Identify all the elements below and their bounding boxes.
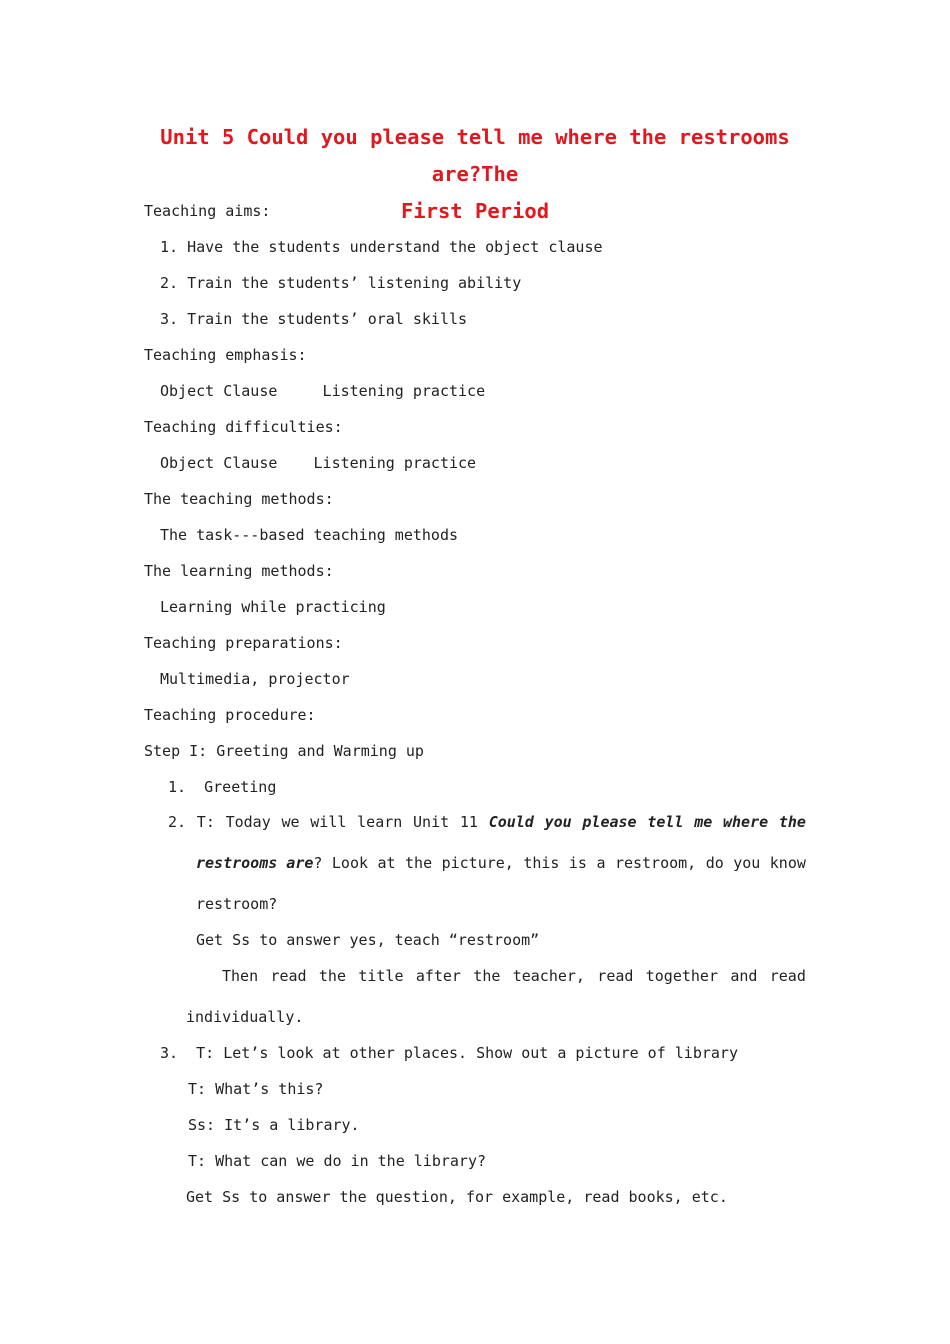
procedure-item-2-line-2 (196, 853, 806, 873)
word: read (769, 967, 806, 985)
procedure-item-2-line-5 (222, 966, 806, 986)
item-number: 2. (168, 813, 187, 831)
unit-title-word: please (582, 813, 637, 831)
word: at (377, 854, 396, 872)
word: Then (222, 967, 259, 985)
word: title (358, 967, 404, 985)
unit-title-word: Could (488, 813, 534, 831)
procedure-item-2-line-4: Get Ss to answer yes, teach “restroom” (196, 931, 540, 949)
word: 11 (459, 813, 478, 831)
unit-title-word: me (694, 813, 713, 831)
procedure-item-2-line-3: restroom? (196, 895, 278, 913)
word: Unit (413, 813, 450, 831)
difficulties-heading: Teaching difficulties: (144, 418, 343, 436)
word: we (281, 813, 300, 831)
word: a (596, 854, 606, 872)
word: the (473, 967, 501, 985)
word: Look (331, 854, 369, 872)
emphasis-text: Object Clause Listening practice (160, 382, 486, 400)
word: together (645, 967, 718, 985)
methods-heading: The teaching methods: (144, 490, 334, 508)
word: picture, (441, 854, 514, 872)
procedure-item-2-line-1 (168, 812, 806, 832)
word: will (310, 813, 347, 831)
title-line-1: Unit 5 Could you please tell me where the restrooms are?The (160, 125, 790, 186)
word: read (270, 967, 307, 985)
step-heading: Step I: Greeting and Warming up (144, 742, 424, 760)
unit-title-word: restrooms are (196, 854, 314, 872)
methods-text: The task---based teaching methods (160, 526, 459, 544)
dialogue-students-answer-1: Ss: It’s a library. (188, 1116, 360, 1134)
word: the (318, 967, 346, 985)
word: ? (313, 854, 323, 872)
difficulties-text: Object Clause Listening practice (160, 454, 477, 472)
word: do (705, 854, 724, 872)
unit-title-word: tell (647, 813, 684, 831)
procedure-item-2-line-6: individually. (186, 1008, 304, 1026)
unit-title-word: where (722, 813, 769, 831)
unit-title-word: you (544, 813, 572, 831)
word: is (568, 854, 587, 872)
dialogue-teacher-question-2: T: What can we do in the library? (188, 1152, 487, 1170)
preparations-text: Multimedia, projector (160, 670, 350, 688)
word: you (733, 854, 761, 872)
learning-text: Learning while practicing (160, 598, 386, 616)
aim-item-3: 3. Train the students’ oral skills (160, 310, 468, 328)
unit-title-word: the (778, 813, 806, 831)
procedure-item-1: 1. Greeting (168, 778, 277, 796)
aim-item-1: 1. Have the students understand the object clause (160, 238, 603, 256)
emphasis-heading: Teaching emphasis: (144, 346, 307, 364)
task-instruction: Get Ss to answer the question, for example, read books, etc. (186, 1188, 728, 1206)
title-line-2: First Period (400, 199, 550, 223)
procedure-item-3: 3. T: Let’s look at other places. Show out a picture of library (160, 1044, 738, 1062)
word: know (769, 854, 806, 872)
word: Today (225, 813, 271, 831)
aim-item-2: 2. Train the students’ listening ability (160, 274, 522, 292)
word: read (597, 967, 634, 985)
procedure-heading: Teaching procedure: (144, 706, 316, 724)
word: restroom, (614, 854, 697, 872)
word: learn (357, 813, 403, 831)
word: this (523, 854, 560, 872)
learning-heading: The learning methods: (144, 562, 334, 580)
unit-title-end (196, 853, 322, 873)
word: the (405, 854, 433, 872)
word: after (415, 967, 461, 985)
aims-heading: Teaching aims: (144, 202, 271, 220)
dialogue-teacher-question-1: T: What’s this? (188, 1080, 324, 1098)
speaker-label: T: (196, 813, 215, 831)
preparations-heading: Teaching preparations: (144, 634, 343, 652)
word: and (730, 967, 758, 985)
word: teacher, (512, 967, 585, 985)
